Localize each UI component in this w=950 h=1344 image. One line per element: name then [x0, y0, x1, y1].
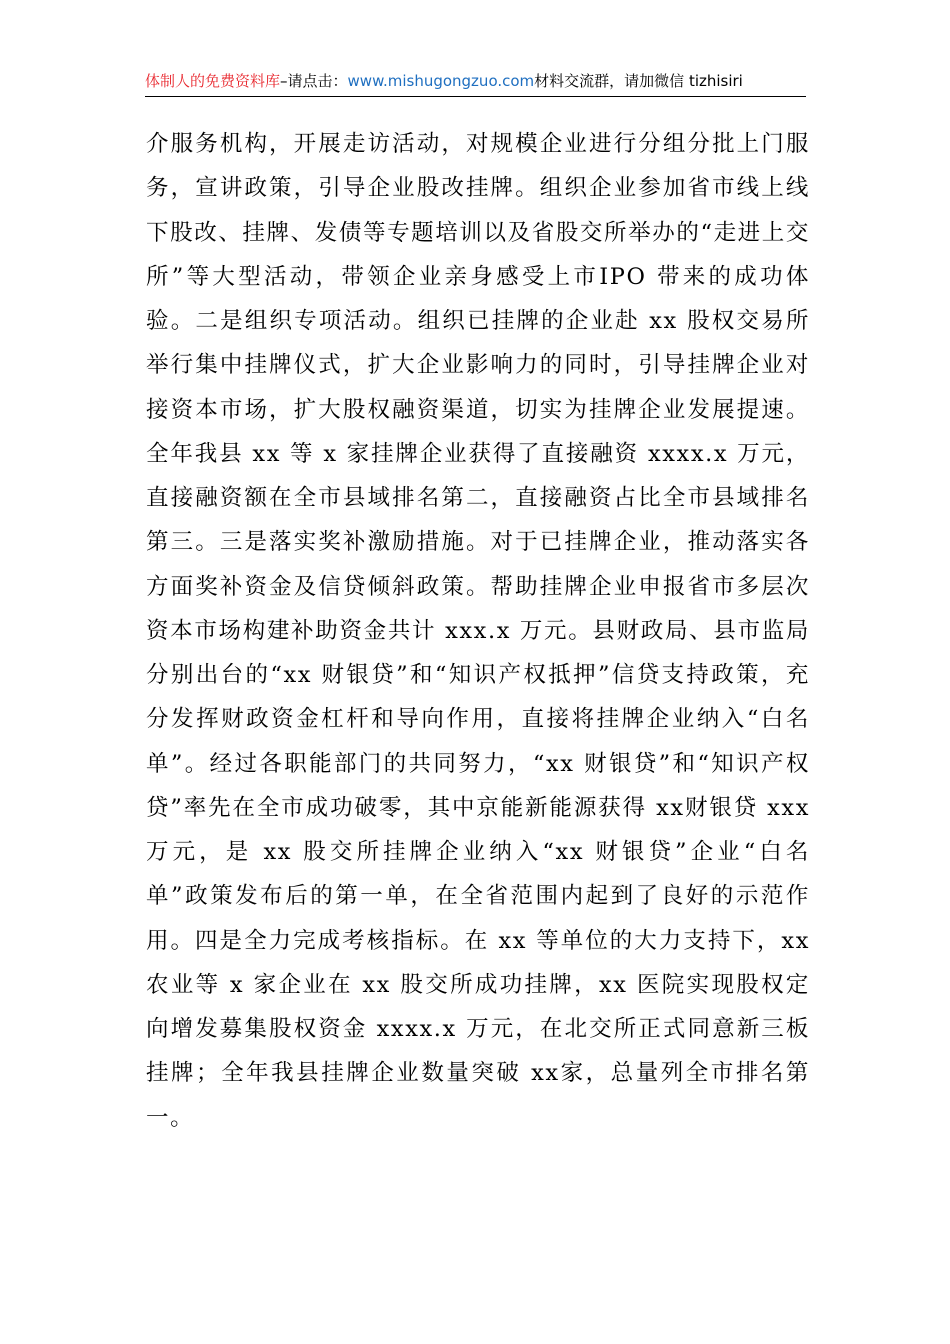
- header-url-link[interactable]: www.mishugongzuo.com: [347, 72, 535, 90]
- header-contact: 材料交流群，请加微信 tizhisiri: [534, 72, 743, 90]
- body-paragraph: 介服务机构，开展走访活动，对规模企业进行分组分批上门服务，宣讲政策，引导企业股改挂牌。组织企业参加省市线上线下股改、挂牌、发债等专题培训以及省股交所举办的“走进上交所”等大型活动，带领企业亲身感受上市IPO 带来的成功体验。二是组织专项活动。组织已挂牌的企业赴 xx 股权交易所举行集中挂牌仪式，扩大企业影响力的同时，引导挂牌企业对接资本市场，扩大股权融资渠道，切实为挂牌企业发展提速。全年我县 xx 等 x 家挂牌企业获得了直接融资 xxxx.x 万元，直接融资额在全市县域排名第二，直接融资占比全市县域排名第三。三是落实奖补激励措施。对于已挂牌企业，推动落实各方面奖补资金及信贷倾斜政策。帮助挂牌企业申报省市多层次资本市场构建补助资金共计 xxx.x 万元。县财政局、县市监局分别出台的“xx 财银贷”和“知识产权抵押”信贷支持政策，充分发挥财政资金杠杆和导向作用，直接将挂牌企业纳入“白名单”。经过各职能部门的共同努力，“xx 财银贷”和“知识产权贷”率先在全市成功破零，其中京能新能源获得 xx财银贷 xxx 万元，是 xx 股交所挂牌企业纳入“xx 财银贷”企业“白名单”政策发布后的第一单，在全省范围内起到了良好的示范作用。四是全力完成考核指标。在 xx 等单位的大力支持下，xx 农业等 x 家企业在 xx 股交所成功挂牌，xx 医院实现股权定向增发募集股权资金 xxxx.x 万元，在北交所正式同意新三板挂牌；全年我县挂牌企业数量突破 xx家，总量列全市排名第一。: [146, 131, 810, 1131]
- header-prompt: –请点击：: [280, 72, 348, 90]
- page-header: [145, 66, 806, 97]
- header-site-name: 体制人的免费资料库: [145, 72, 281, 90]
